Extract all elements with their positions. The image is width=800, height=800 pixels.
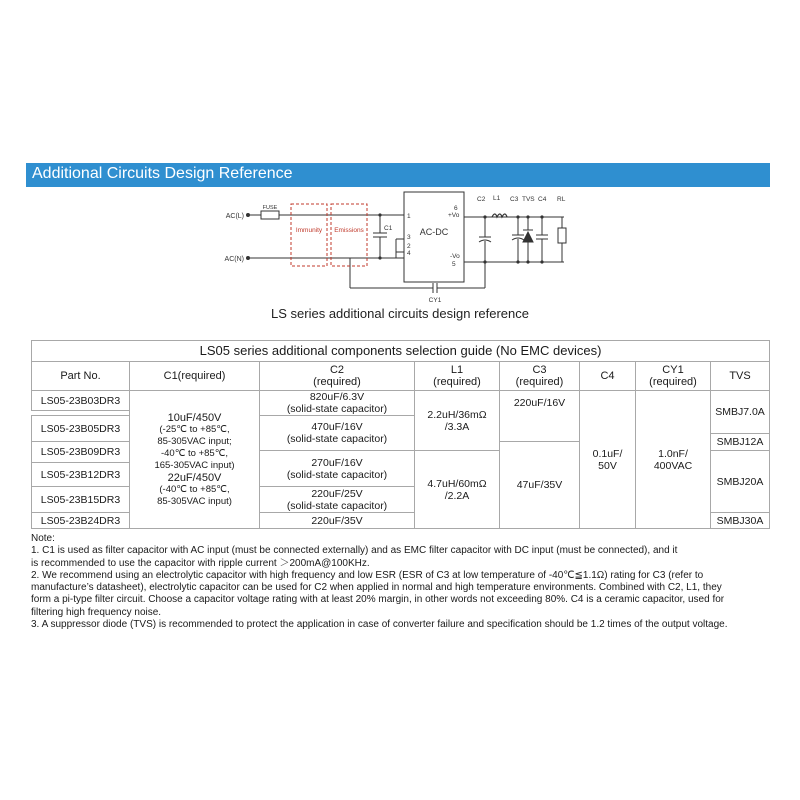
section-title: Additional Circuits Design Reference xyxy=(32,165,293,182)
note-line: filtering high frequency noise. xyxy=(31,606,162,618)
c1-line: 85-305VAC input) xyxy=(157,495,232,507)
l1-value: 4.7uH/60mΩ xyxy=(427,477,487,490)
vo-pos-label: +Vo xyxy=(448,212,460,219)
header-c3 xyxy=(500,362,580,391)
c2-cell xyxy=(260,451,415,487)
header-c2-req: (required) xyxy=(313,376,361,388)
vo-neg-label: -Vo xyxy=(450,253,460,260)
c2-cell xyxy=(260,391,415,416)
c2-note: (solid-state capacitor) xyxy=(286,433,388,445)
c1-line: 165-305VAC input) xyxy=(154,459,235,471)
part-cell: LS05-23B12DR3 xyxy=(32,463,130,487)
header-cy1 xyxy=(636,362,711,391)
table-header-row xyxy=(32,362,770,391)
pin-6: 6 xyxy=(454,205,458,212)
header-l1-req: (required) xyxy=(433,376,481,388)
c2-note: (solid-state capacitor) xyxy=(286,499,388,512)
c3-value: 220uF/16V xyxy=(513,397,566,409)
c2-cell xyxy=(260,416,415,451)
c2-value: 820uF/6.3V xyxy=(309,391,365,403)
c2-label: C2 xyxy=(477,196,486,203)
header-part-no: Part No. xyxy=(32,362,130,391)
header-c2 xyxy=(260,362,415,391)
immunity-label: Immunity xyxy=(295,227,323,234)
c1-line: (-25℃ to +85℃, xyxy=(159,423,230,435)
l1-cell xyxy=(415,451,500,529)
rl-label: RL xyxy=(557,196,566,203)
fuse-label: FUSE xyxy=(262,205,278,211)
table-row xyxy=(32,391,770,411)
tvs-cell: SMBJ30A xyxy=(711,513,770,529)
cy1-rating: 400VAC xyxy=(653,459,693,472)
header-l1-name: L1 xyxy=(450,364,464,376)
c3-label: C3 xyxy=(510,196,519,203)
header-l1 xyxy=(415,362,500,391)
c1-cell xyxy=(130,391,260,529)
c4-value: 0.1uF/ xyxy=(592,447,623,460)
l1-value: 2.2uH/36mΩ xyxy=(427,408,487,421)
cy1-value: 1.0nF/ xyxy=(658,447,688,460)
tvs-cell: SMBJ20A xyxy=(711,451,770,513)
c1-line: 22uF/450V xyxy=(167,471,222,484)
immunity-box xyxy=(291,204,327,266)
c2-value: 270uF/16V xyxy=(311,456,363,469)
c1-line: 85-305VAC input; xyxy=(157,435,232,447)
note-line: manufacture’s datasheet), electrolytic capacitor can be used for C2 when applied in normal and high temperature environments. Combined with C2, L1, they xyxy=(31,582,722,594)
circuit-schematic xyxy=(200,190,580,305)
c2-value: 220uF/35V xyxy=(311,514,363,527)
section-banner xyxy=(26,163,770,187)
c2-note: (solid-state capacitor) xyxy=(286,403,388,415)
c3-cell xyxy=(500,391,580,442)
c3-cell xyxy=(500,442,580,529)
notes-section xyxy=(31,533,771,631)
note-line: 2. We recommend using an electrolytic capacitor with high frequency and low ESR (ESR of C3 at low temperature of -40℃≦1.1Ω) rating for C3 (refer to xyxy=(31,569,704,581)
l1-current: /2.2A xyxy=(444,489,470,502)
l1-label: L1 xyxy=(493,195,501,202)
emissions-label: Emissions xyxy=(334,227,364,234)
notes-title: Note: xyxy=(31,533,55,544)
tvs-cell: SMBJ12A xyxy=(711,434,770,451)
ac-l-label: AC(L) xyxy=(225,213,244,220)
c2-value: 220uF/25V xyxy=(311,487,363,500)
module-label: AC-DC xyxy=(419,227,449,237)
fuse-symbol xyxy=(261,211,279,219)
pin-3: 3 xyxy=(407,234,411,241)
c4-rating: 50V xyxy=(598,459,617,472)
pin-1: 1 xyxy=(407,213,411,220)
header-cy1-name: CY1 xyxy=(662,364,684,376)
emissions-box xyxy=(331,204,367,266)
table-caption: LS05 series additional components selection guide (No EMC devices) xyxy=(32,341,770,362)
c2-cell xyxy=(260,513,415,529)
note-line: form a pi-type filter circuit. Choose a capacitor voltage rating with at least 20% margin, in other words not exceeding 80%. C4 is a ceramic capacitor, used for xyxy=(31,594,725,606)
header-c1: C1(required) xyxy=(130,362,260,391)
part-cell: LS05-23B03DR3 xyxy=(32,391,130,411)
schematic-caption: LS series additional circuits design reference xyxy=(271,306,529,321)
part-cell: LS05-23B05DR3 xyxy=(32,416,130,442)
cy1-cell xyxy=(636,391,711,529)
part-cell: LS05-23B24DR3 xyxy=(32,513,130,529)
c1-line: (-40℃ to +85℃, xyxy=(159,483,230,495)
c1-line: -40℃ to +85℃, xyxy=(160,447,229,459)
tvs-label: TVS xyxy=(522,196,535,203)
c1-line: 10uF/450V xyxy=(167,411,222,424)
c2-cell xyxy=(260,487,415,513)
part-cell: LS05-23B09DR3 xyxy=(32,442,130,463)
pin-4: 4 xyxy=(407,250,411,257)
c4-label: C4 xyxy=(538,196,547,203)
c4-cell xyxy=(580,391,636,529)
header-c4: C4 xyxy=(580,362,636,391)
cy1-label: CY1 xyxy=(428,297,442,304)
header-c2-name: C2 xyxy=(329,364,345,376)
c1-label: C1 xyxy=(384,225,393,232)
c2-note: (solid-state capacitor) xyxy=(286,468,388,481)
header-c3-req: (required) xyxy=(515,376,564,388)
tvs-cell: SMBJ7.0A xyxy=(711,391,770,434)
pin-2: 2 xyxy=(407,243,411,250)
pin-5: 5 xyxy=(452,261,456,268)
selection-table xyxy=(31,340,770,529)
note-line: 3. A suppressor diode (TVS) is recommended to protect the application in case of converter failure and specification should be 1.2 times of the output voltage. xyxy=(31,619,728,631)
note-line: 1. C1 is used as filter capacitor with AC input (must be connected externally) and as EMC filter capacitor with DC input (must be connected), and it xyxy=(31,545,678,557)
ac-n-label: AC(N) xyxy=(224,256,244,263)
header-cy1-req: (required) xyxy=(649,376,697,388)
c2-value: 470uF/16V xyxy=(311,421,363,433)
l1-current: /3.3A xyxy=(444,420,470,433)
header-tvs: TVS xyxy=(711,362,770,391)
note-line: is recommended to use the capacitor with ripple current ＞200mA@100KHz. xyxy=(31,557,370,569)
part-cell: LS05-23B15DR3 xyxy=(32,487,130,513)
header-c3-name: C3 xyxy=(532,364,547,376)
l1-cell xyxy=(415,391,500,451)
c3-value: 47uF/35V xyxy=(516,479,563,491)
